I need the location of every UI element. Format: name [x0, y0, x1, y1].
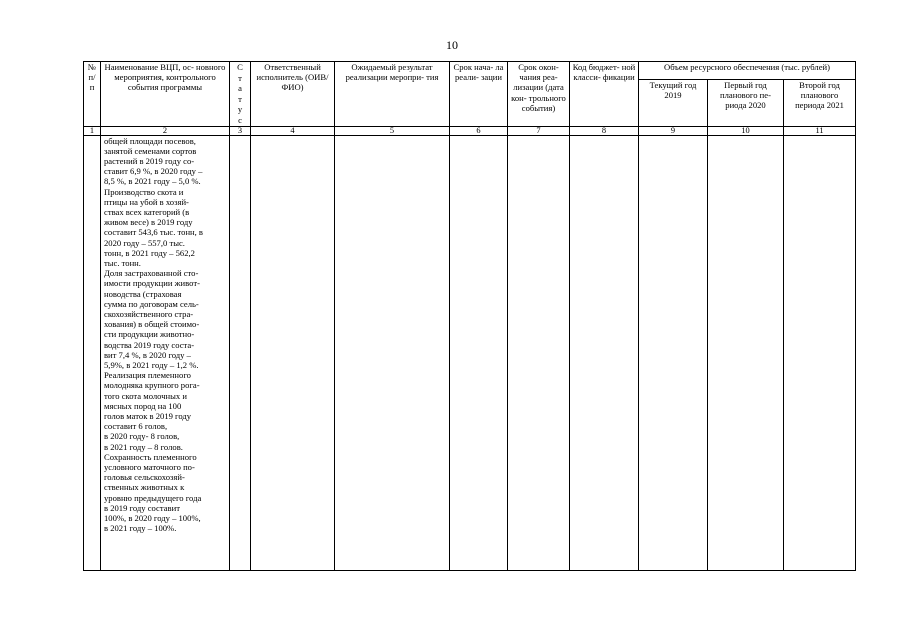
description-line: сти продукции животно- — [104, 329, 195, 340]
description-line: ствах всех категорий (в — [104, 206, 190, 217]
description-line: ставит 6,9 %, в 2020 году – — [104, 166, 203, 177]
description-line: 100%, в 2020 году – 100%, — [104, 513, 201, 524]
description-line: в 2021 году – 100%. — [104, 523, 177, 534]
status-letter: т — [238, 93, 242, 104]
description-line: в 2019 году составит — [104, 502, 180, 513]
description-line: общей площади посевов, — [104, 135, 196, 146]
column-number: 2 — [101, 126, 230, 135]
cell-executor — [251, 135, 335, 570]
status-letter: а — [238, 83, 242, 94]
cell-status — [230, 135, 251, 570]
description-line: составит 6 голов, — [104, 421, 168, 432]
column-number: 6 — [450, 126, 508, 135]
program-table — [83, 61, 856, 571]
description-line: хования) в общей стоимо- — [104, 319, 200, 330]
column-number: 1 — [84, 126, 101, 135]
header-col-status — [230, 62, 251, 127]
header-col-executor: Ответственный исполнитель (ОИВ/ФИО) — [251, 62, 335, 127]
column-number: 3 — [230, 126, 251, 135]
cell-description — [101, 135, 230, 570]
header-col-number: № п/ п — [84, 62, 101, 127]
description-line: тыс. тонн. — [104, 258, 141, 268]
cell-budget-code — [570, 135, 639, 570]
column-number: 4 — [251, 126, 335, 135]
description-line: составит 543,6 тыс. тонн, в — [104, 227, 203, 238]
description-line: новодства (страховая — [104, 288, 182, 299]
cell-2019 — [639, 135, 708, 570]
header-col-result: Ожидаемый результат реализации меропри- тия — [335, 62, 450, 127]
description-line: мясных пород на 100 — [104, 400, 182, 411]
cell-number — [84, 135, 101, 570]
table-row — [84, 135, 856, 570]
cell-start — [450, 135, 508, 570]
description-line: сумма по договорам сель- — [104, 298, 199, 309]
description-line: того скота молочных и — [104, 390, 187, 401]
description-line: молодняка крупного рога- — [104, 380, 200, 391]
description-line: 2020 году – 557,0 тыс. — [104, 237, 185, 248]
description-line: 5,9%, в 2021 году – 1,2 %. — [104, 360, 199, 371]
header-col-start: Срок нача- ла реали- зации — [450, 62, 508, 127]
column-number: 7 — [508, 126, 570, 135]
description-line: условного маточного по- — [104, 462, 195, 473]
status-letter: т — [238, 72, 242, 83]
description-line: в 2020 году- 8 голов, — [104, 431, 180, 442]
column-number: 10 — [708, 126, 784, 135]
description-line: в 2021 году – 8 голов. — [104, 441, 183, 452]
header-col-end: Срок окон- чания реа- лизации (дата кон- трольного события) — [508, 62, 570, 127]
description-line: скохозяйственного стра- — [104, 309, 194, 320]
description-line: 8,5 %, в 2021 году – 5,0 %. — [104, 176, 201, 187]
header-row — [84, 62, 856, 80]
header-group-resources: Объем ресурсного обеспечения (тыс. рублей) — [639, 62, 856, 80]
column-number: 5 — [335, 126, 450, 135]
status-letter: с — [238, 114, 242, 125]
description-line: тонн, в 2021 году – 562,2 — [104, 247, 195, 258]
column-number-row — [84, 126, 856, 135]
header-col-2021: Второй год планового периода 2021 — [784, 79, 856, 126]
description-line: Сохранность племенного — [104, 451, 197, 462]
description-line: Реализация племенного — [104, 370, 191, 381]
description-line: уровню предыдущего года — [104, 492, 202, 503]
description-line: птицы на убой в хозяй- — [104, 196, 189, 207]
header-col-2019: Текущий год 2019 — [639, 79, 708, 126]
description-line: растений в 2019 году со- — [104, 155, 195, 166]
column-number: 9 — [639, 126, 708, 135]
cell-result — [335, 135, 450, 570]
description-line: вит 7,4 %, в 2020 году – — [104, 349, 191, 360]
description-line: Производство скота и — [104, 186, 184, 197]
page-number: 10 — [446, 38, 458, 52]
description-line: Доля застрахованной сто- — [104, 268, 199, 279]
description-text — [104, 136, 227, 534]
cell-2020 — [708, 135, 784, 570]
description-line: голов маток в 2019 году — [104, 411, 192, 422]
description-line: водства 2019 году соста- — [104, 339, 195, 350]
header-col-name: Наименование ВЦП, ос- новного мероприятия, контрольного события программы — [101, 62, 230, 127]
status-letter: у — [237, 104, 243, 115]
column-number: 11 — [784, 126, 856, 135]
description-line: имости продукции живот- — [104, 278, 200, 289]
cell-2021 — [784, 135, 856, 570]
header-col-2020: Первый год планового пе- риода 2020 — [708, 79, 784, 126]
description-line: головья сельскохозяй- — [104, 472, 185, 483]
column-number: 8 — [570, 126, 639, 135]
status-letter: С — [237, 62, 243, 72]
cell-end — [508, 135, 570, 570]
header-col-budget-code: Код бюджет- ной класси- фикации — [570, 62, 639, 127]
description-line: занятой семенами сортов — [104, 145, 197, 156]
description-line: ственных животных к — [104, 482, 185, 493]
description-line: живом весе) в 2019 году — [104, 217, 193, 228]
